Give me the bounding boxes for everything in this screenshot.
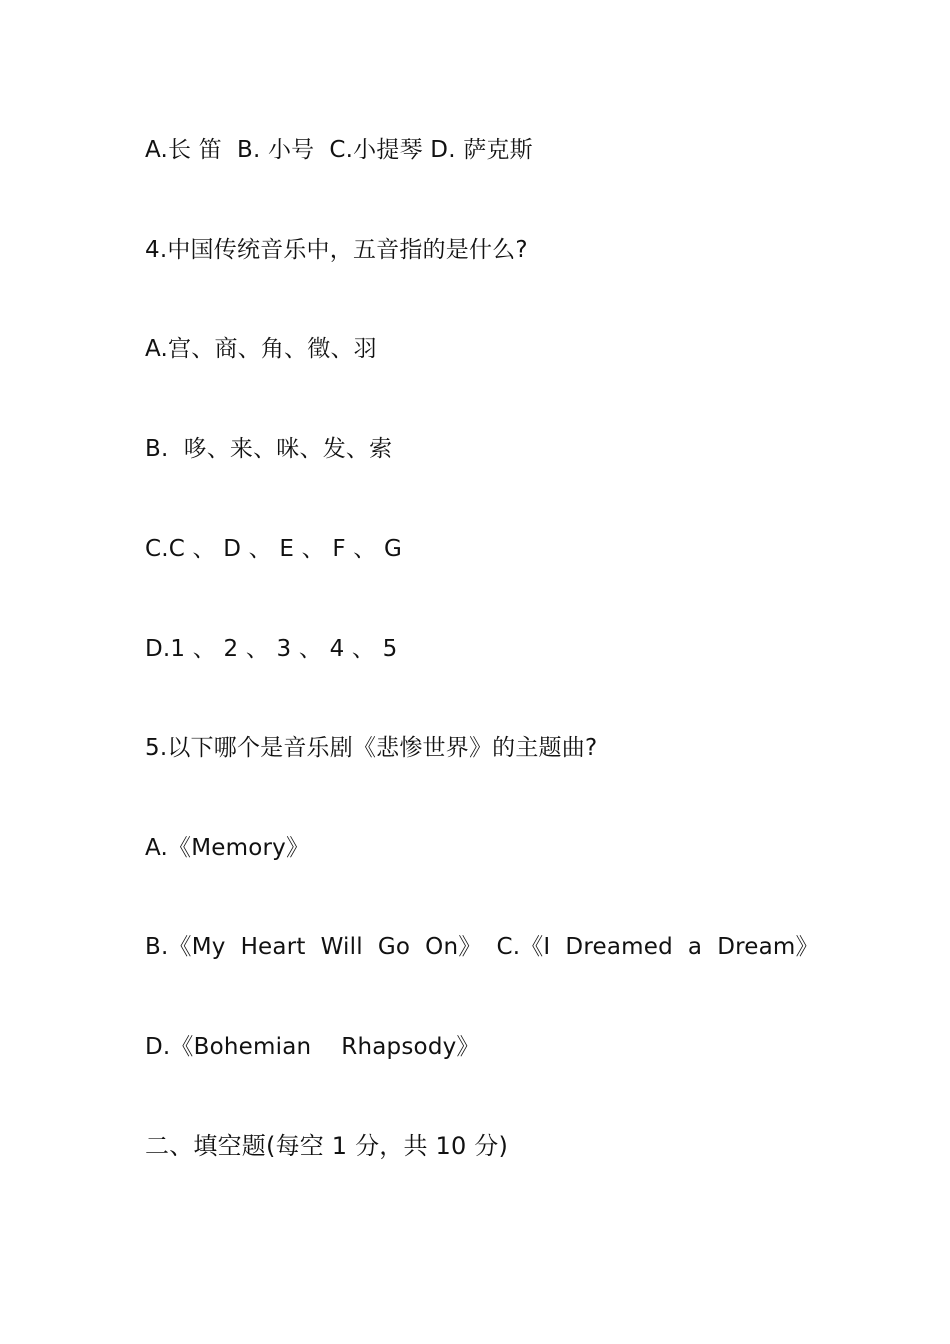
q4-option-c: C.C 、 D 、 E 、 F 、 G: [145, 536, 403, 562]
q5-options-b-c: B.《My Heart Will Go On》 C.《I Dreamed a Dream》: [145, 934, 819, 960]
q3-options: A.长 笛 B. 小号 C.小提琴 D. 萨克斯: [145, 137, 533, 163]
q4-option-d: D.1 、 2 、 3 、 4 、 5: [145, 636, 398, 662]
q5-option-a: A.《Memory》: [145, 835, 310, 861]
q4-option-b: B. 哆、来、咪、发、索: [145, 436, 393, 462]
q4-option-a: A.宫、商、角、徵、羽: [145, 336, 377, 362]
section-heading: 二、填空题(每空 1 分，共 10 分): [145, 1132, 509, 1160]
question-4: 4.中国传统音乐中，五音指的是什么?: [145, 237, 528, 263]
q5-option-d: D.《Bohemian Rhapsody》: [145, 1034, 480, 1060]
question-5: 5.以下哪个是音乐剧《悲惨世界》的主题曲?: [145, 735, 598, 761]
